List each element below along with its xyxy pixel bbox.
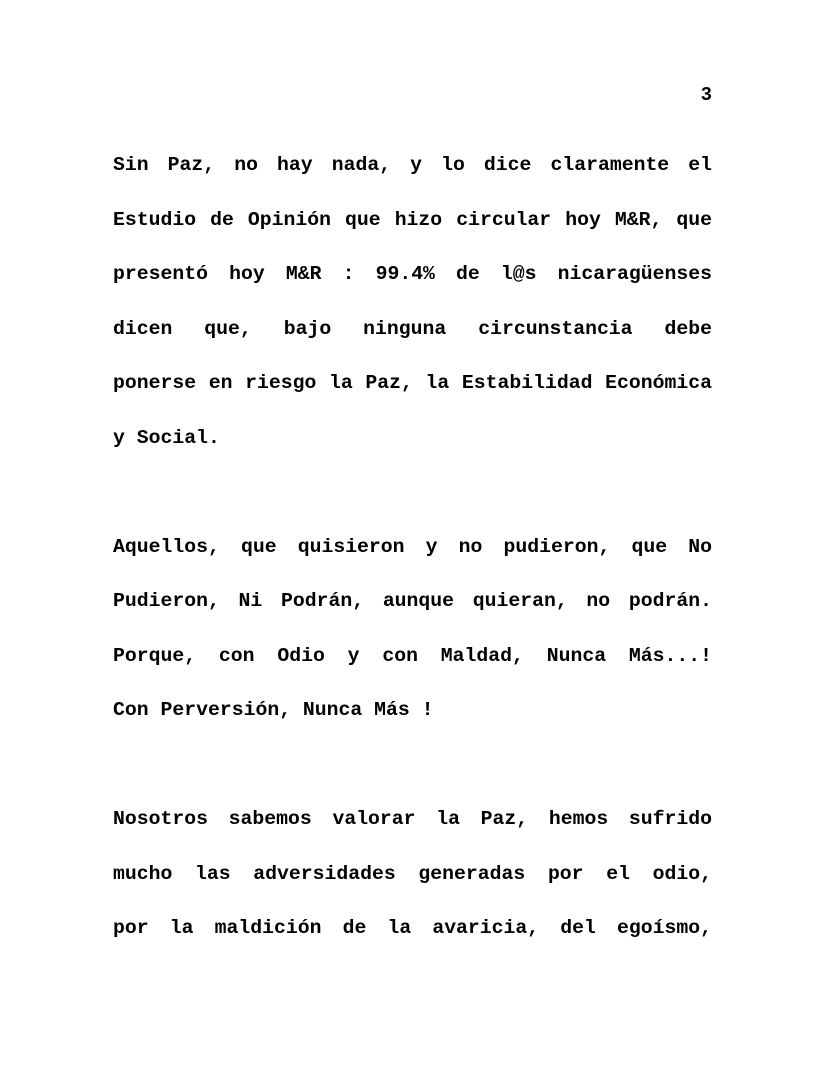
- document-body: [113, 85, 712, 956]
- text-line: Aquellos, que quisieron y no pudieron, que No: [113, 535, 712, 558]
- text-line: Con Perversión, Nunca Más !: [113, 699, 434, 721]
- text-line: dicen que, bajo ninguna circunstancia debe: [113, 317, 712, 340]
- text-line: Porque, con Odio y con Maldad, Nunca Más...!: [113, 644, 712, 667]
- text-line: Sin Paz, no hay nada, y lo dice claramente el: [113, 154, 712, 176]
- text-line: presentó hoy M&R : 99.4% de l@s nicaragüenses: [113, 263, 712, 285]
- text-line: Nosotros sabemos valorar la Paz, hemos sufrido: [113, 808, 712, 830]
- text-line: Estudio de Opinión que hizo circular hoy M&R, que: [113, 208, 712, 231]
- text-line: ponerse en riesgo la Paz, la Estabilidad Económica: [113, 372, 712, 394]
- paragraph: [113, 520, 712, 738]
- text-line: y Social.: [113, 426, 220, 449]
- text-line: por la maldición de la avaricia, del egoísmo,: [113, 917, 712, 939]
- text-line: mucho las adversidades generadas por el odio,: [113, 862, 712, 885]
- page-number: 3: [700, 84, 712, 106]
- paragraph: [113, 138, 712, 465]
- text-line: Pudieron, Ni Podrán, aunque quieran, no podrán.: [113, 590, 712, 612]
- paragraph: [113, 792, 712, 956]
